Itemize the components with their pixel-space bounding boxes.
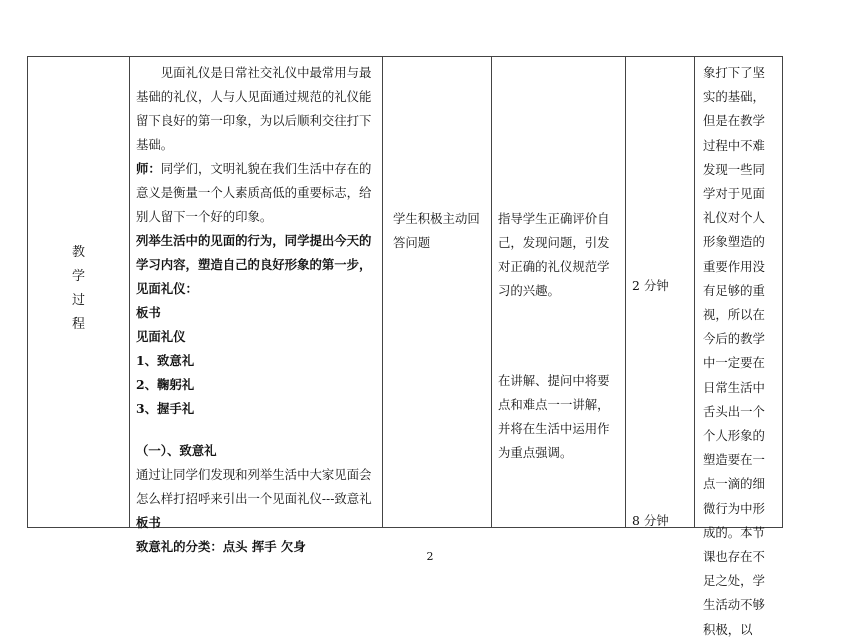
- section-heading: （一）、致意礼: [136, 443, 217, 458]
- guidance-text: 在讲解、提问中将要点和难点一一讲解，并将在生活中运用作为重点强调。: [498, 373, 610, 460]
- time-cell: [626, 57, 694, 527]
- method-paragraph: 通过让同学们发现和列举生活中大家见面会怎么样打招呼来引出一个见面礼仪---致意礼: [136, 467, 372, 506]
- topic-title: 见面礼仪: [136, 329, 186, 344]
- topic-item: 1、致意礼: [136, 353, 195, 368]
- page-number: 2: [426, 550, 434, 563]
- student-activity-cell: [383, 57, 491, 527]
- time-value: 8 分钟: [632, 513, 669, 528]
- board-label: 板书: [136, 515, 161, 530]
- board-label: 板书: [136, 305, 161, 320]
- stage-label: [28, 241, 129, 337]
- student-activity-text: 学生积极主动回答问题: [393, 211, 480, 250]
- teacher-guidance-cell: [492, 57, 625, 527]
- topic-item: 2、鞠躬礼: [136, 377, 195, 392]
- intro-paragraph: 见面礼仪是日常社交礼仪中最常用与最基础的礼仪，人与人见面通过规范的礼仪能留下良好的第一印象，为以后顺利交往打下基础。: [136, 65, 372, 152]
- teacher-prefix: 师：: [136, 161, 161, 176]
- teaching-content-cell: [130, 57, 382, 554]
- reflection-text: 象打下了坚实的基础，但是在教学过程中不难发现一些同学对于见面礼仪对个人形象塑造的重要作用没有足够的重视，所以在今后的教学中一定要在日常生活中舌头出一个个人形象的塑造要在一点一滴的细微行为中形成的。本节课也存在不足之处，学生活动不够积极，以: [703, 65, 765, 637]
- stage-char: 程: [71, 317, 85, 332]
- stage-cell: [28, 57, 129, 527]
- teacher-paragraph: [136, 157, 376, 229]
- activity-paragraph: 列举生活中的见面的行为，同学提出今天的学习内容，塑造自己的良好形象的第一步，见面礼仪：: [136, 233, 372, 296]
- stage-char: 教: [71, 245, 85, 260]
- time-value: 2 分钟: [632, 278, 669, 293]
- stage-char: 学: [71, 269, 85, 284]
- guidance-text: 指导学生正确评价自己，发现问题，引发对正确的礼仪规范学习的兴趣。: [498, 211, 610, 298]
- classification-line: 致意礼的分类：点头 挥手 欠身: [136, 539, 306, 554]
- teacher-speech: 同学们，文明礼貌在我们生活中存在的意义是衡量一个人素质高低的重要标志，给别人留下一个好的印象。: [136, 161, 372, 224]
- reflection-cell: [695, 57, 783, 637]
- lesson-plan-table: [27, 56, 783, 637]
- stage-char: 过: [71, 293, 85, 308]
- topic-item: 3、握手礼: [136, 401, 195, 416]
